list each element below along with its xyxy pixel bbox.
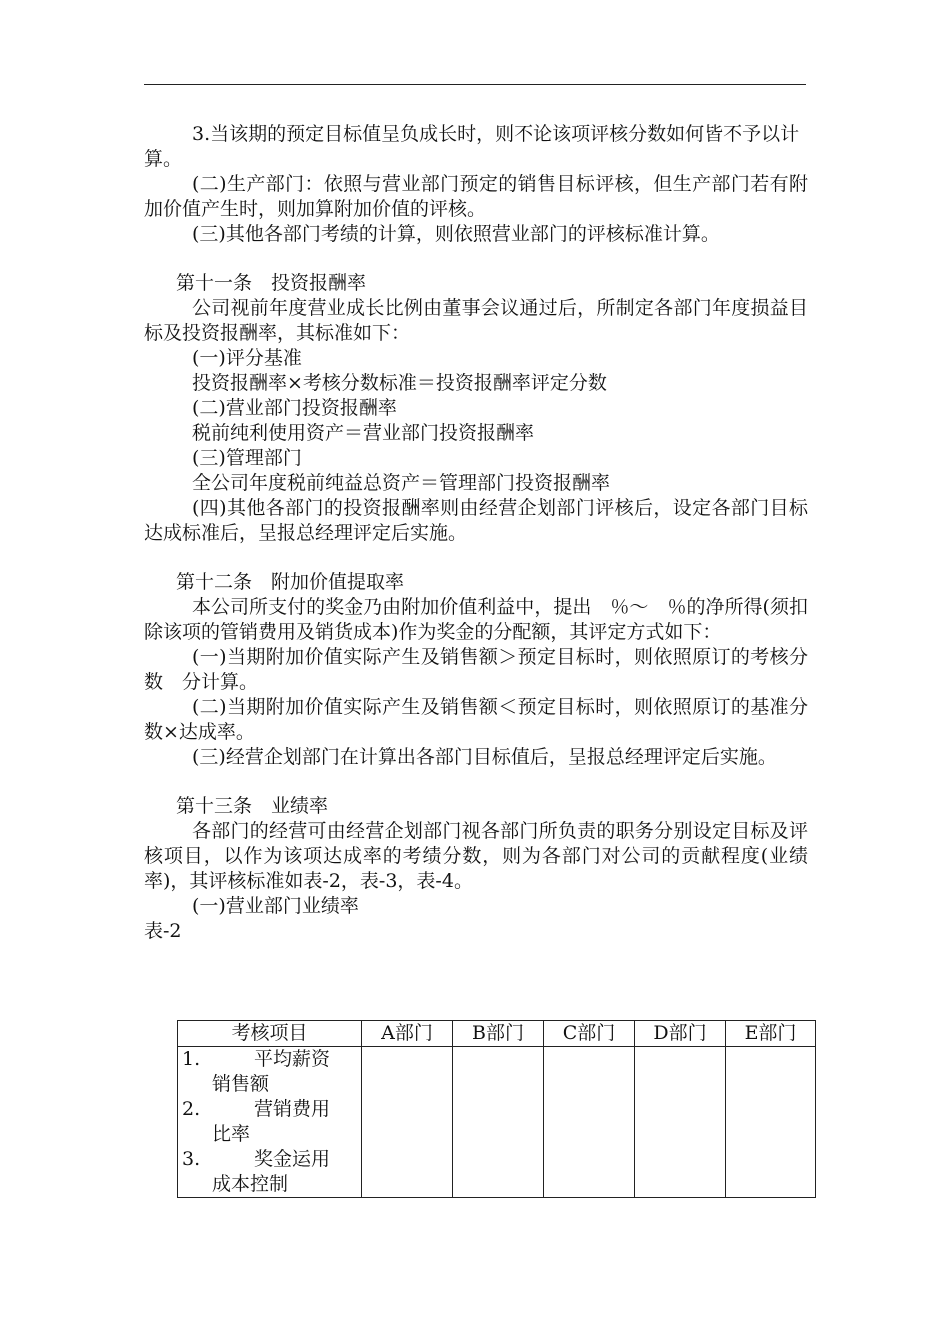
item-number: 2. <box>182 1098 201 1120</box>
assessment-item <box>178 1047 361 1097</box>
table-cell <box>453 1047 544 1198</box>
header-rule <box>144 84 806 85</box>
column-header: C部门 <box>544 1021 635 1047</box>
table-cell <box>362 1047 453 1198</box>
article-title: 第十三条 业绩率 <box>176 795 329 817</box>
table-cell <box>635 1047 726 1198</box>
paragraph: 本公司所支付的奖金乃由附加价值利益中，提出 ％～ ％的净所得(须扣除该项的管销费用及销货成本)作为奖金的分配额，其评定方式如下： <box>144 596 808 643</box>
performance-table <box>177 1020 816 1198</box>
list-item: (二)营业部门投资报酬率 <box>192 397 397 419</box>
column-header: B部门 <box>453 1021 544 1047</box>
table-cell <box>726 1047 816 1198</box>
list-item: (三)管理部门 <box>192 447 302 469</box>
item-text-a: 营销费用 <box>254 1098 331 1120</box>
list-item: (一)当期附加价值实际产生及销售额＞预定目标时，则依照原订的考核分数 分计算。 <box>144 646 808 693</box>
paragraph: 公司视前年度营业成长比例由董事会议通过后，所制定各部门年度损益目标及投资报酬率，其标准如下： <box>144 297 808 344</box>
list-item: (一)营业部门业绩率 <box>192 895 359 917</box>
table-label: 表-2 <box>144 920 182 942</box>
list-item: 全公司年度税前纯益总资产＝管理部门投资报酬率 <box>192 472 611 494</box>
list-item: (一)评分基准 <box>192 347 302 369</box>
article-title: 第十一条 投资报酬率 <box>176 272 367 294</box>
list-item: 投资报酬率×考核分数标准＝投资报酬率评定分数 <box>192 372 607 394</box>
item-text-a: 平均薪资 <box>254 1048 331 1070</box>
column-header: 考核项目 <box>178 1021 362 1047</box>
column-header: D部门 <box>635 1021 726 1047</box>
assessment-items-cell <box>178 1047 362 1198</box>
paragraph: (三)其他各部门考绩的计算，则依照营业部门的评核标准计算。 <box>192 223 720 245</box>
item-text-b: 比率 <box>212 1123 251 1145</box>
table-header-row <box>178 1021 816 1047</box>
assessment-item <box>178 1097 361 1147</box>
document-body <box>144 122 808 944</box>
column-header: E部门 <box>726 1021 816 1047</box>
paragraph: 各部门的经营可由经营企划部门视各部门所负责的职务分别设定目标及评核项目，以作为该项达成率的考绩分数，则为各部门对公司的贡献程度(业绩率)，其评核标准如表-2，表-3，表-4。 <box>144 820 808 892</box>
table-row <box>178 1047 816 1198</box>
list-item: (三)经营企划部门在计算出各部门目标值后，呈报总经理评定后实施。 <box>192 746 777 768</box>
assessment-item <box>178 1147 361 1197</box>
item-number: 1. <box>182 1048 201 1070</box>
list-item: (四)其他各部门的投资报酬率则由经营企划部门评核后，设定各部门目标达成标准后，呈报总经理评定后实施。 <box>144 497 808 544</box>
table-cell <box>544 1047 635 1198</box>
item-text-a: 奖金运用 <box>254 1148 331 1170</box>
column-header: A部门 <box>362 1021 453 1047</box>
paragraph: 3.当该期的预定目标值呈负成长时，则不论该项评核分数如何皆不予以计 <box>192 123 800 145</box>
item-text-b: 成本控制 <box>212 1173 289 1195</box>
article-title: 第十二条 附加价值提取率 <box>176 571 405 593</box>
item-text-b: 销售额 <box>212 1073 270 1095</box>
paragraph: 算。 <box>144 148 183 170</box>
list-item: 税前纯利使用资产＝营业部门投资报酬率 <box>192 422 535 444</box>
list-item: (二)当期附加价值实际产生及销售额＜预定目标时，则依照原订的基准分数×达成率。 <box>144 696 808 743</box>
paragraph: (二)生产部门：依照与营业部门预定的销售目标评核，但生产部门若有附加价值产生时，则加算附加价值的评核。 <box>144 173 808 220</box>
item-number: 3. <box>182 1148 201 1170</box>
